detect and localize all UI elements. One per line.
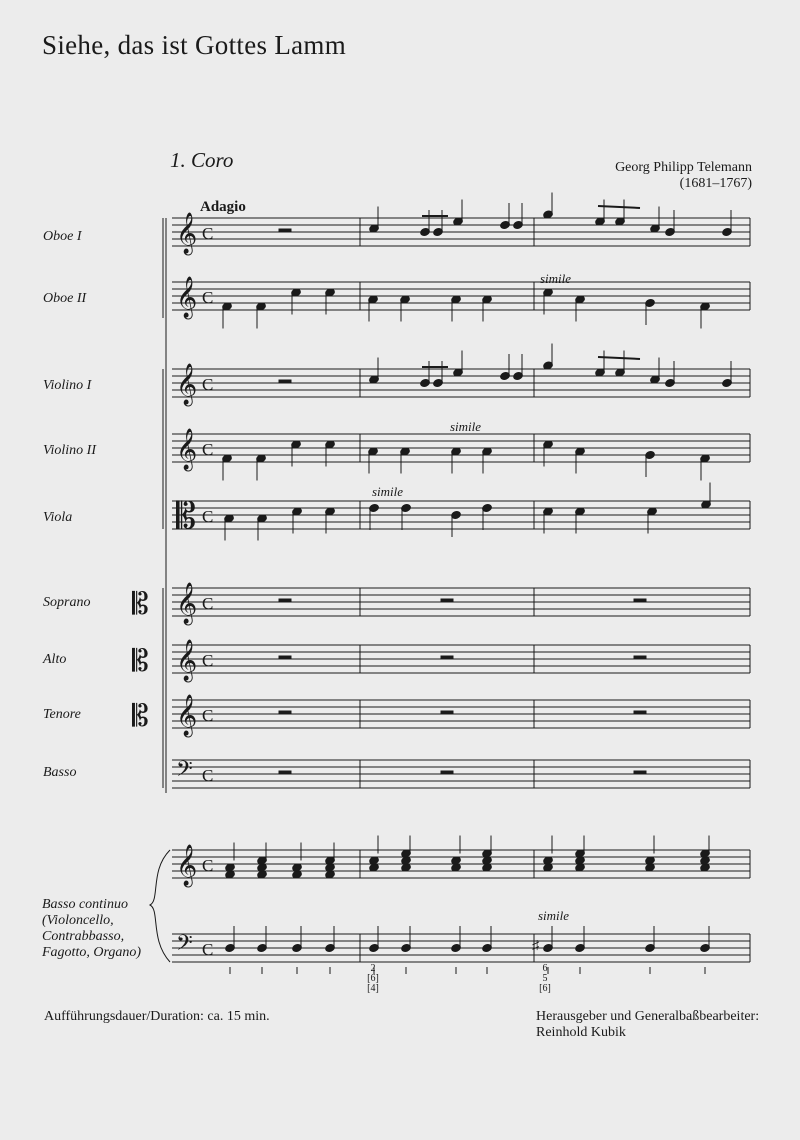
whole-rest-icon	[634, 599, 646, 602]
instrument-label-violin-1: Violino I	[43, 378, 92, 393]
time-signature: C	[202, 288, 214, 307]
instrument-label-viola: Viola	[43, 510, 73, 525]
composer-name: Georg Philipp Telemann	[615, 160, 752, 175]
time-signature: C	[202, 375, 214, 394]
time-signature: C	[202, 766, 214, 785]
treble-clef-icon: 𝄞	[176, 845, 198, 886]
figure: 5	[542, 973, 548, 984]
time-signature: C	[202, 594, 214, 613]
time-signature: C	[202, 224, 214, 243]
whole-rest-icon	[634, 771, 646, 774]
whole-rest-icon	[279, 380, 291, 383]
whole-rest-icon	[279, 599, 291, 602]
instrument-label-soprano: Soprano	[43, 595, 91, 610]
figure: [4]	[367, 983, 379, 994]
treble-clef-icon: 𝄞	[176, 640, 198, 681]
piece-title: Siehe, das ist Gottes Lamm	[42, 30, 347, 60]
time-signature: C	[202, 940, 214, 959]
editor-line: Herausgeber und Generalbaßbearbeiter:	[536, 1009, 760, 1024]
c-clef-icon: 𝄡	[132, 587, 149, 622]
editor-credit	[536, 1009, 759, 1041]
simile-marking-viola: simile	[372, 484, 404, 499]
bc-label-line: Contrabbasso,	[42, 929, 125, 944]
time-signature: C	[202, 507, 214, 526]
treble-clef-icon: 𝄞	[176, 429, 198, 470]
simile-marking-bc: simile	[538, 908, 570, 923]
treble-clef-icon: 𝄞	[176, 277, 198, 318]
instrument-label-tenor: Tenore	[43, 707, 81, 722]
whole-rest-icon	[634, 656, 646, 659]
instrument-label-bass: Basso	[43, 765, 77, 780]
whole-rest-icon	[441, 656, 453, 659]
treble-clef-icon: 𝄞	[176, 213, 198, 254]
brace-continuo	[150, 850, 170, 962]
figure: 6	[542, 963, 548, 974]
whole-rest-icon	[441, 599, 453, 602]
bc-label-line: Basso continuo	[42, 897, 128, 912]
tempo-marking: Adagio	[200, 199, 246, 215]
time-signature: C	[202, 440, 214, 459]
figure: [6]	[367, 973, 379, 984]
editor-line: Reinhold Kubik	[536, 1025, 626, 1040]
time-signature: C	[202, 651, 214, 670]
treble-clef-icon: 𝄞	[176, 364, 198, 405]
bc-label-line: (Violoncello,	[42, 913, 114, 928]
figured-bass-bar3	[537, 964, 553, 994]
c-clef-icon: 𝄡	[132, 699, 149, 734]
whole-rest-icon	[279, 656, 291, 659]
instrument-label-violin-2: Violino II	[43, 443, 97, 458]
treble-clef-icon: 𝄞	[176, 583, 198, 624]
whole-rest-icon	[441, 771, 453, 774]
time-signature: C	[202, 706, 214, 725]
time-signature: C	[202, 856, 214, 875]
figured-bass-bar2	[365, 964, 381, 994]
instrument-label-oboe-2: Oboe II	[43, 291, 87, 306]
figure: [6]	[539, 983, 551, 994]
bc-label-line: Fagotto, Organo)	[42, 945, 142, 960]
instrument-label-alto: Alto	[43, 652, 67, 667]
whole-rest-icon	[441, 711, 453, 714]
composer-dates: (1681–1767)	[679, 176, 752, 191]
simile-marking-oboe-2: simile	[540, 271, 572, 286]
whole-rest-icon	[279, 711, 291, 714]
bass-clef-icon: 𝄢	[176, 931, 193, 961]
sharp-icon: ♯	[532, 939, 539, 954]
bass-clef-icon: 𝄢	[176, 757, 193, 787]
movement-title: 1. Coro	[170, 148, 234, 172]
instrument-label-oboe-1: Oboe I	[43, 229, 82, 244]
whole-rest-icon	[279, 229, 291, 232]
treble-clef-icon: 𝄞	[176, 695, 198, 736]
figure: 2	[370, 963, 376, 974]
duration-note: Aufführungsdauer/Duration: ca. 15 min.	[44, 1009, 270, 1024]
whole-rest-icon	[634, 711, 646, 714]
simile-marking-violin-2: simile	[450, 419, 482, 434]
whole-rest-icon	[279, 771, 291, 774]
c-clef-icon: 𝄡	[132, 644, 149, 679]
alto-clef-icon: 𝄡	[176, 496, 197, 537]
